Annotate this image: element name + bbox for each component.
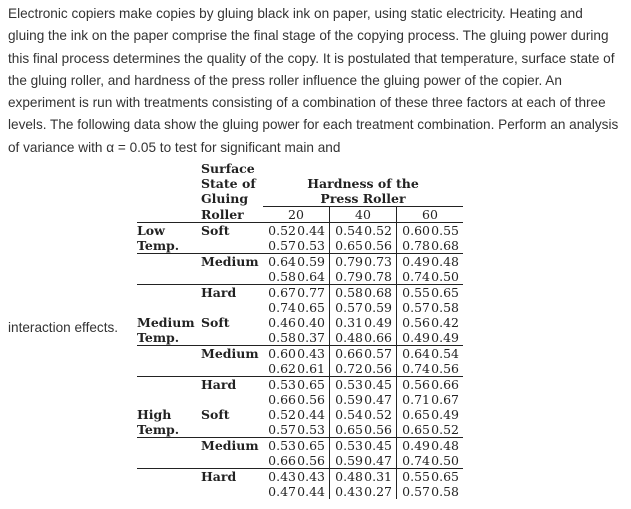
hardness-cell: [330, 392, 397, 407]
problem-paragraph: Electronic copiers make copies by gluing black ink on paper, using static electricity. Heating and gluing the ink on the paper comprise the final stage of the copying process. The gluing power during this final process determines the quality of the copy. It is postulated that temperature, surface state of the gluing roller, and hardness of the press roller influence the gluing power of the copier. An experiment is run with treatments consisting of a combination of these three factors at each of three levels. The following data show the gluing power for each treatment combination. Perform an analysis of variance with α = 0.05 to test for significant main and: [8, 6, 619, 155]
gluing-power-value: 0.49: [402, 438, 430, 453]
hardness-cell: [263, 300, 330, 315]
hardness-level-60: 60: [397, 207, 464, 223]
table-row: [137, 438, 463, 454]
hardness-cell: [330, 407, 397, 422]
gluing-power-value: 0.40: [297, 315, 325, 330]
table-row: [137, 285, 463, 301]
gluing-power-value: 0.57: [268, 238, 296, 253]
gluing-power-value: 0.58: [268, 330, 296, 345]
hardness-cell: [397, 453, 464, 469]
gluing-power-value: 0.56: [402, 315, 430, 330]
gluing-power-value: 0.49: [402, 330, 430, 345]
table-row: [137, 453, 463, 469]
hardness-cell: [263, 285, 330, 301]
gluing-power-value: 0.44: [297, 484, 325, 499]
gluing-power-value: 0.73: [364, 254, 392, 269]
hardness-cell: [397, 223, 464, 239]
gluing-power-value: 0.48: [335, 469, 363, 484]
gluing-power-value: 0.65: [431, 469, 459, 484]
table-row: [137, 422, 463, 438]
surface-label: Soft: [201, 315, 230, 330]
gluing-power-value: 0.78: [402, 238, 430, 253]
hardness-cell: [330, 361, 397, 377]
gluing-power-value: 0.47: [268, 484, 296, 499]
gluing-power-value: 0.46: [268, 315, 296, 330]
table-row: [137, 269, 463, 285]
table-row: [137, 484, 463, 499]
gluing-power-value: 0.50: [431, 269, 459, 284]
table-row: [137, 469, 463, 485]
gluing-power-value: 0.66: [268, 453, 296, 468]
gluing-power-value: 0.74: [402, 453, 430, 468]
table-row: [137, 330, 463, 346]
table-row: [137, 254, 463, 270]
gluing-power-value: 0.67: [431, 392, 459, 407]
gluing-power-value: 0.49: [431, 407, 459, 422]
gluing-power-value: 0.65: [335, 422, 363, 437]
gluing-power-value: 0.52: [268, 407, 296, 422]
surface-header-line: Surface: [201, 161, 255, 176]
gluing-power-value: 0.58: [335, 285, 363, 300]
gluing-power-value: 0.74: [268, 300, 296, 315]
hardness-cell: [397, 346, 464, 362]
temperature-label: Temp.: [137, 422, 180, 437]
gluing-power-value: 0.65: [431, 285, 459, 300]
gluing-power-value: 0.31: [335, 315, 363, 330]
gluing-power-value: 0.52: [268, 223, 296, 238]
gluing-power-value: 0.50: [431, 453, 459, 468]
gluing-power-value: 0.60: [402, 223, 430, 238]
gluing-power-value: 0.55: [431, 223, 459, 238]
hardness-cell: [330, 254, 397, 270]
temperature-label: Temp.: [137, 238, 180, 253]
hardness-cell: [397, 330, 464, 346]
gluing-power-value: 0.57: [364, 346, 392, 361]
hardness-cell: [330, 330, 397, 346]
hardness-cell: [397, 469, 464, 485]
hardness-cell: [263, 361, 330, 377]
gluing-power-value: 0.53: [268, 438, 296, 453]
gluing-power-value: 0.56: [431, 361, 459, 376]
gluing-power-value: 0.58: [431, 484, 459, 499]
gluing-power-value: 0.56: [402, 377, 430, 392]
gluing-power-value: 0.43: [335, 484, 363, 499]
gluing-power-value: 0.43: [268, 469, 296, 484]
gluing-power-value: 0.57: [402, 484, 430, 499]
gluing-power-value: 0.77: [297, 285, 325, 300]
gluing-power-value: 0.55: [402, 285, 430, 300]
hardness-cell: [397, 285, 464, 301]
gluing-power-value: 0.62: [268, 361, 296, 376]
temperature-label: Medium: [137, 315, 195, 330]
hardness-cell: [330, 422, 397, 438]
gluing-power-value: 0.66: [335, 346, 363, 361]
hardness-cell: [397, 315, 464, 330]
gluing-power-value: 0.58: [431, 300, 459, 315]
gluing-power-value: 0.60: [268, 346, 296, 361]
problem-tail-text: interaction effects.: [8, 320, 119, 335]
hardness-cell: [397, 377, 464, 393]
gluing-power-value: 0.53: [335, 438, 363, 453]
gluing-power-value: 0.49: [402, 254, 430, 269]
surface-header-line: State of: [201, 176, 256, 191]
gluing-power-value: 0.65: [335, 238, 363, 253]
gluing-power-value: 0.27: [364, 484, 392, 499]
hardness-cell: [330, 453, 397, 469]
hardness-cell: [397, 361, 464, 377]
temperature-label: Low: [137, 223, 165, 238]
table-row: [137, 407, 463, 422]
gluing-power-value: 0.57: [268, 422, 296, 437]
gluing-power-value: 0.56: [364, 238, 392, 253]
gluing-power-value: 0.45: [364, 438, 392, 453]
gluing-power-value: 0.71: [402, 392, 430, 407]
gluing-power-value: 0.31: [364, 469, 392, 484]
hardness-cell: [263, 223, 330, 239]
gluing-power-value: 0.53: [297, 422, 325, 437]
hardness-cell: [263, 238, 330, 254]
hardness-cell: [263, 453, 330, 469]
gluing-power-value: 0.53: [297, 238, 325, 253]
hardness-cell: [330, 238, 397, 254]
gluing-power-value: 0.56: [297, 453, 325, 468]
table-row: [137, 300, 463, 315]
gluing-power-value: 0.48: [431, 254, 459, 269]
hardness-cell: [330, 285, 397, 301]
hardness-cell: [263, 377, 330, 393]
hardness-cell: [330, 300, 397, 315]
surface-label: Hard: [201, 377, 237, 392]
hardness-cell: [397, 422, 464, 438]
gluing-power-value: 0.56: [297, 392, 325, 407]
gluing-power-value: 0.52: [364, 407, 392, 422]
gluing-power-value: 0.52: [431, 422, 459, 437]
hardness-cell: [263, 422, 330, 438]
gluing-power-value: 0.43: [297, 346, 325, 361]
gluing-power-value: 0.57: [402, 300, 430, 315]
gluing-power-value: 0.48: [335, 330, 363, 345]
gluing-power-value: 0.66: [431, 377, 459, 392]
surface-header-line: Gluing: [201, 191, 249, 206]
hardness-cell: [397, 238, 464, 254]
gluing-power-value: 0.44: [297, 407, 325, 422]
temperature-label: Temp.: [137, 330, 180, 345]
surface-label: Hard: [201, 285, 237, 300]
gluing-power-value: 0.57: [335, 300, 363, 315]
hardness-cell: [330, 484, 397, 499]
gluing-power-value: 0.53: [268, 377, 296, 392]
hardness-cell: [397, 300, 464, 315]
gluing-power-value: 0.52: [364, 223, 392, 238]
table-row: [137, 315, 463, 330]
gluing-power-value: 0.54: [431, 346, 459, 361]
surface-label: Medium: [201, 254, 259, 269]
table-row: [137, 377, 463, 393]
gluing-power-value: 0.65: [402, 422, 430, 437]
gluing-power-value: 0.68: [364, 285, 392, 300]
hardness-cell: [330, 377, 397, 393]
gluing-power-value: 0.64: [268, 254, 296, 269]
hardness-cell: [397, 254, 464, 270]
gluing-power-value: 0.54: [335, 407, 363, 422]
gluing-power-value: 0.45: [364, 377, 392, 392]
hardness-level-40: 40: [330, 207, 397, 223]
gluing-power-value: 0.44: [297, 223, 325, 238]
gluing-power-value: 0.56: [364, 361, 392, 376]
gluing-power-value: 0.43: [297, 469, 325, 484]
gluing-power-value: 0.49: [431, 330, 459, 345]
hardness-cell: [263, 392, 330, 407]
gluing-power-value: 0.59: [335, 453, 363, 468]
temperature-label: High: [137, 407, 172, 422]
hardness-cell: [397, 392, 464, 407]
gluing-power-value: 0.59: [297, 254, 325, 269]
gluing-power-value: 0.56: [364, 422, 392, 437]
gluing-power-value: 0.78: [364, 269, 392, 284]
gluing-power-value: 0.74: [402, 269, 430, 284]
gluing-power-value: 0.72: [335, 361, 363, 376]
gluing-power-value: 0.55: [402, 469, 430, 484]
gluing-power-value: 0.64: [402, 346, 430, 361]
gluing-power-value: 0.59: [335, 392, 363, 407]
gluing-power-value: 0.64: [297, 269, 325, 284]
surface-label: Medium: [201, 438, 259, 453]
surface-label: Medium: [201, 346, 259, 361]
gluing-power-value: 0.65: [297, 377, 325, 392]
hardness-cell: [330, 438, 397, 454]
gluing-power-value: 0.79: [335, 254, 363, 269]
gluing-power-value: 0.48: [431, 438, 459, 453]
hardness-cell: [263, 330, 330, 346]
table-row: [137, 346, 463, 362]
gluing-power-value: 0.79: [335, 269, 363, 284]
hardness-cell: [263, 469, 330, 485]
gluing-power-table: [137, 161, 463, 499]
gluing-power-value: 0.65: [297, 300, 325, 315]
hardness-cell: [330, 315, 397, 330]
surface-label: Soft: [201, 223, 230, 238]
gluing-power-value: 0.47: [364, 392, 392, 407]
hardness-cell: [263, 484, 330, 499]
surface-label: Soft: [201, 407, 230, 422]
gluing-power-value: 0.67: [268, 285, 296, 300]
surface-label: Hard: [201, 469, 237, 484]
hardness-cell: [263, 346, 330, 362]
hardness-cell: [397, 484, 464, 499]
gluing-power-value: 0.53: [335, 377, 363, 392]
gluing-power-value: 0.42: [431, 315, 459, 330]
gluing-power-value: 0.66: [268, 392, 296, 407]
table-row: [137, 361, 463, 377]
gluing-power-value: 0.59: [364, 300, 392, 315]
hardness-cell: [330, 223, 397, 239]
gluing-power-value: 0.58: [268, 269, 296, 284]
hardness-cell: [330, 469, 397, 485]
table-row: [137, 223, 463, 239]
table-row: [137, 392, 463, 407]
gluing-power-value: 0.65: [297, 438, 325, 453]
hardness-cell: [263, 269, 330, 285]
gluing-power-value: 0.54: [335, 223, 363, 238]
gluing-power-value: 0.61: [297, 361, 325, 376]
hardness-cell: [263, 407, 330, 422]
hardness-cell: [397, 269, 464, 285]
hardness-cell: [263, 315, 330, 330]
hardness-cell: [263, 438, 330, 454]
gluing-power-value: 0.74: [402, 361, 430, 376]
gluing-power-value: 0.37: [297, 330, 325, 345]
hardness-cell: [263, 254, 330, 270]
hardness-level-20: 20: [263, 207, 330, 223]
hardness-cell: [397, 407, 464, 422]
hardness-subheader: Press Roller: [320, 191, 406, 206]
surface-header-line: Roller: [201, 206, 244, 222]
gluing-power-value: 0.68: [431, 238, 459, 253]
table-row: [137, 238, 463, 254]
gluing-power-value: 0.65: [402, 407, 430, 422]
hardness-header: Hardness of the: [307, 176, 419, 191]
gluing-power-value: 0.47: [364, 453, 392, 468]
hardness-cell: [330, 269, 397, 285]
hardness-cell: [397, 438, 464, 454]
hardness-cell: [330, 346, 397, 362]
gluing-power-value: 0.66: [364, 330, 392, 345]
gluing-power-value: 0.49: [364, 315, 392, 330]
